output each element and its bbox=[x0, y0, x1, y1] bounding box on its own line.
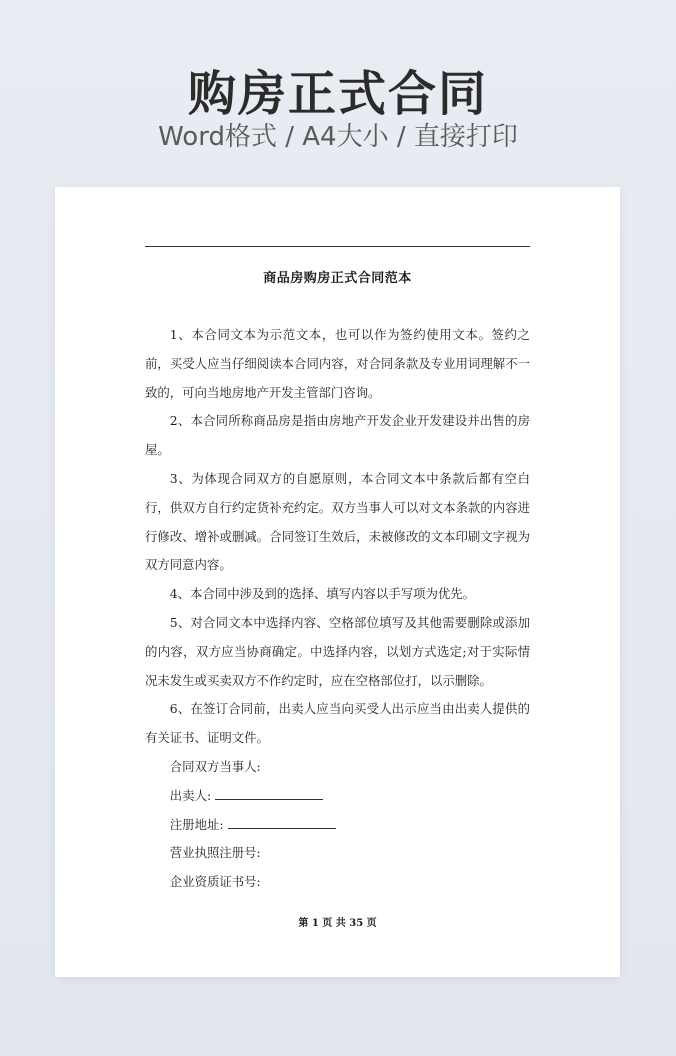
banner-title: 购房正式合同 bbox=[187, 66, 488, 122]
paragraph-1: 1、本合同文本为示范文本，也可以作为签约使用文本。签约之前，买受人应当仔细阅读本合同内容，对合同条款及专业用词理解不一致的，可向当地房地产开发主管部门咨询。 bbox=[145, 327, 530, 400]
license-line bbox=[145, 839, 530, 868]
seller-label: 出卖人: bbox=[169, 787, 212, 803]
document-body bbox=[145, 321, 530, 897]
parties-heading: 合同双方当事人: bbox=[169, 758, 261, 774]
paragraph-2: 2、本合同所称商品房是指由房地产开发企业开发建设并出售的房屋。 bbox=[145, 413, 530, 458]
address-label: 注册地址: bbox=[169, 816, 224, 832]
qualification-label: 企业资质证书号: bbox=[169, 874, 261, 890]
address-line bbox=[145, 811, 530, 840]
seller-blank[interactable] bbox=[215, 787, 323, 800]
seller-line bbox=[145, 782, 530, 811]
document-page bbox=[55, 187, 620, 977]
document-title: 商品房购房正式合同范本 bbox=[263, 271, 412, 286]
address-blank[interactable] bbox=[228, 816, 336, 829]
paragraph-5: 5、对合同文本中选择内容、空格部位填写及其他需要删除或添加的内容，双方应当协商确定。中选择内容，以划方式选定;对于实际情况未发生或买卖双方不作约定时，应在空格部位打，以示删除。 bbox=[145, 614, 530, 688]
license-label: 营业执照注册号: bbox=[169, 845, 261, 861]
paragraph-6: 6、在签订合同前，出卖人应当向买受人出示应当由出卖人提供的有关证书、证明文件。 bbox=[145, 701, 530, 746]
header-rule bbox=[145, 246, 530, 247]
paragraph-3: 3、为体现合同双方的自愿原则，本合同文本中条款后都有空白行，供双方自行约定货补充约定。双方当事人可以对文本条款的内容进行修改、增补或删减。合同签订生效后，未被修改的文本印刷文字视为双方同意内容。 bbox=[145, 470, 530, 573]
paragraph-4: 4、本合同中涉及到的选择、填写内容以手写项为优先。 bbox=[169, 586, 476, 602]
page-footer: 第 1 页 共 35 页 bbox=[298, 918, 377, 929]
banner-subtitle: Word格式 / A4大小 / 直接打印 bbox=[158, 122, 518, 152]
qualification-line bbox=[145, 868, 530, 897]
